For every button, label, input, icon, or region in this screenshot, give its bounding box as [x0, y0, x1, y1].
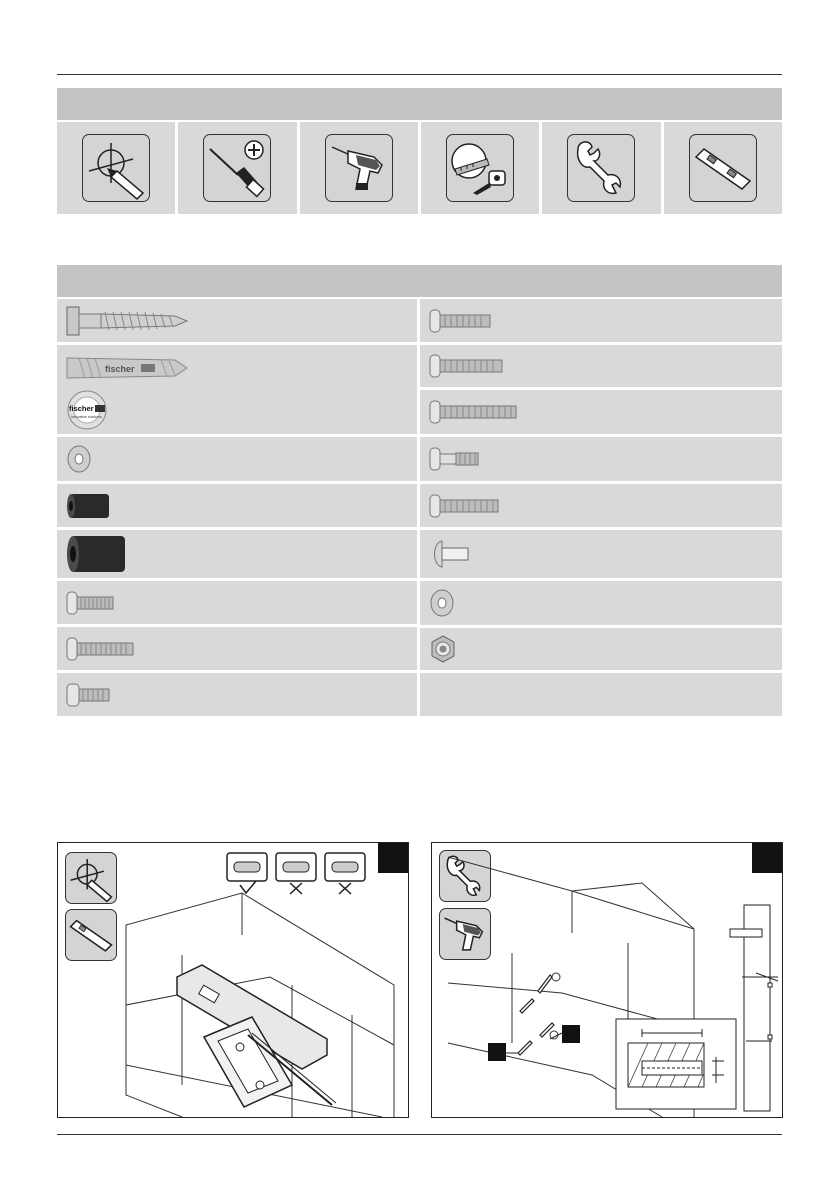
part-row-right-6 [420, 530, 782, 578]
part-row-left-6 [57, 581, 417, 624]
small-washer-icon [428, 587, 456, 619]
part-row-right-2 [420, 345, 782, 387]
tape-measure-icon [446, 134, 514, 202]
step-panel-1 [57, 842, 409, 1118]
wall-plug-icon [65, 354, 189, 382]
part-row-left-8 [57, 673, 417, 716]
bottom-rule [57, 1134, 782, 1135]
pencil-marking-icon [65, 852, 117, 904]
tool-cell-wrench [542, 122, 660, 214]
tools-header [57, 88, 782, 120]
drill-holes [550, 973, 560, 1039]
part-row-left-3 [57, 437, 417, 481]
seal-subtext: Innovative solutions [71, 415, 102, 419]
part-row-right-7 [420, 581, 782, 625]
callout-badge-b [488, 1043, 506, 1061]
tool-cell-drill [300, 122, 418, 214]
pencil-marking-icon [82, 134, 150, 202]
part-row-left-4 [57, 484, 417, 527]
short-bolt-icon [65, 590, 115, 616]
part-row-right-4 [420, 437, 782, 481]
tools-row [57, 122, 782, 214]
top-rule [57, 74, 782, 75]
short-spacer-icon [65, 492, 111, 520]
drilling-illustration [432, 843, 782, 1117]
step-number-1 [378, 843, 408, 873]
parts-header [57, 265, 782, 297]
bolt-m-icon [428, 308, 492, 334]
step-panel-2 [431, 842, 783, 1118]
tool-cell-screwdriver [178, 122, 296, 214]
tool-cell-pencil [57, 122, 175, 214]
fischer-seal-icon [65, 389, 109, 431]
side-profile-view [730, 905, 778, 1111]
spirit-level-icon [689, 134, 757, 202]
drill-icon [325, 134, 393, 202]
part-row-left-5 [57, 530, 417, 578]
drill-depth-detail [616, 1019, 736, 1109]
spirit-level-icon [65, 909, 117, 961]
stepped-bolt-icon [428, 446, 480, 472]
part-row-left-1 [57, 299, 417, 342]
part-row-left-2 [57, 345, 417, 434]
lock-nut-icon [428, 634, 458, 664]
screwdriver-icon [203, 134, 271, 202]
part-row-left-7 [57, 627, 417, 670]
long-spacer-icon [65, 534, 127, 574]
bolt-xl-icon [428, 399, 518, 425]
plug-brand-text: fischer [105, 364, 135, 374]
part-row-right-5 [420, 484, 782, 527]
wall-mounting-illustration [122, 885, 402, 1117]
part-row-right-8 [420, 628, 782, 670]
bolt-long-icon [428, 493, 500, 519]
callout-badge-a [562, 1025, 580, 1043]
part-row-right-3 [420, 390, 782, 434]
cap-screw-icon [428, 539, 472, 569]
tool-cell-level [664, 122, 782, 214]
seal-brand-text: fischer [69, 404, 94, 413]
wrench-icon [567, 134, 635, 202]
washer-icon [65, 443, 93, 475]
lag-screw-icon [65, 304, 189, 338]
long-bolt-icon [65, 636, 135, 662]
part-row-right-1 [420, 299, 782, 342]
tool-cell-tape [421, 122, 539, 214]
part-row-right-9 [420, 673, 782, 716]
stub-bolt-icon [65, 682, 111, 708]
bolt-l-icon [428, 353, 504, 379]
